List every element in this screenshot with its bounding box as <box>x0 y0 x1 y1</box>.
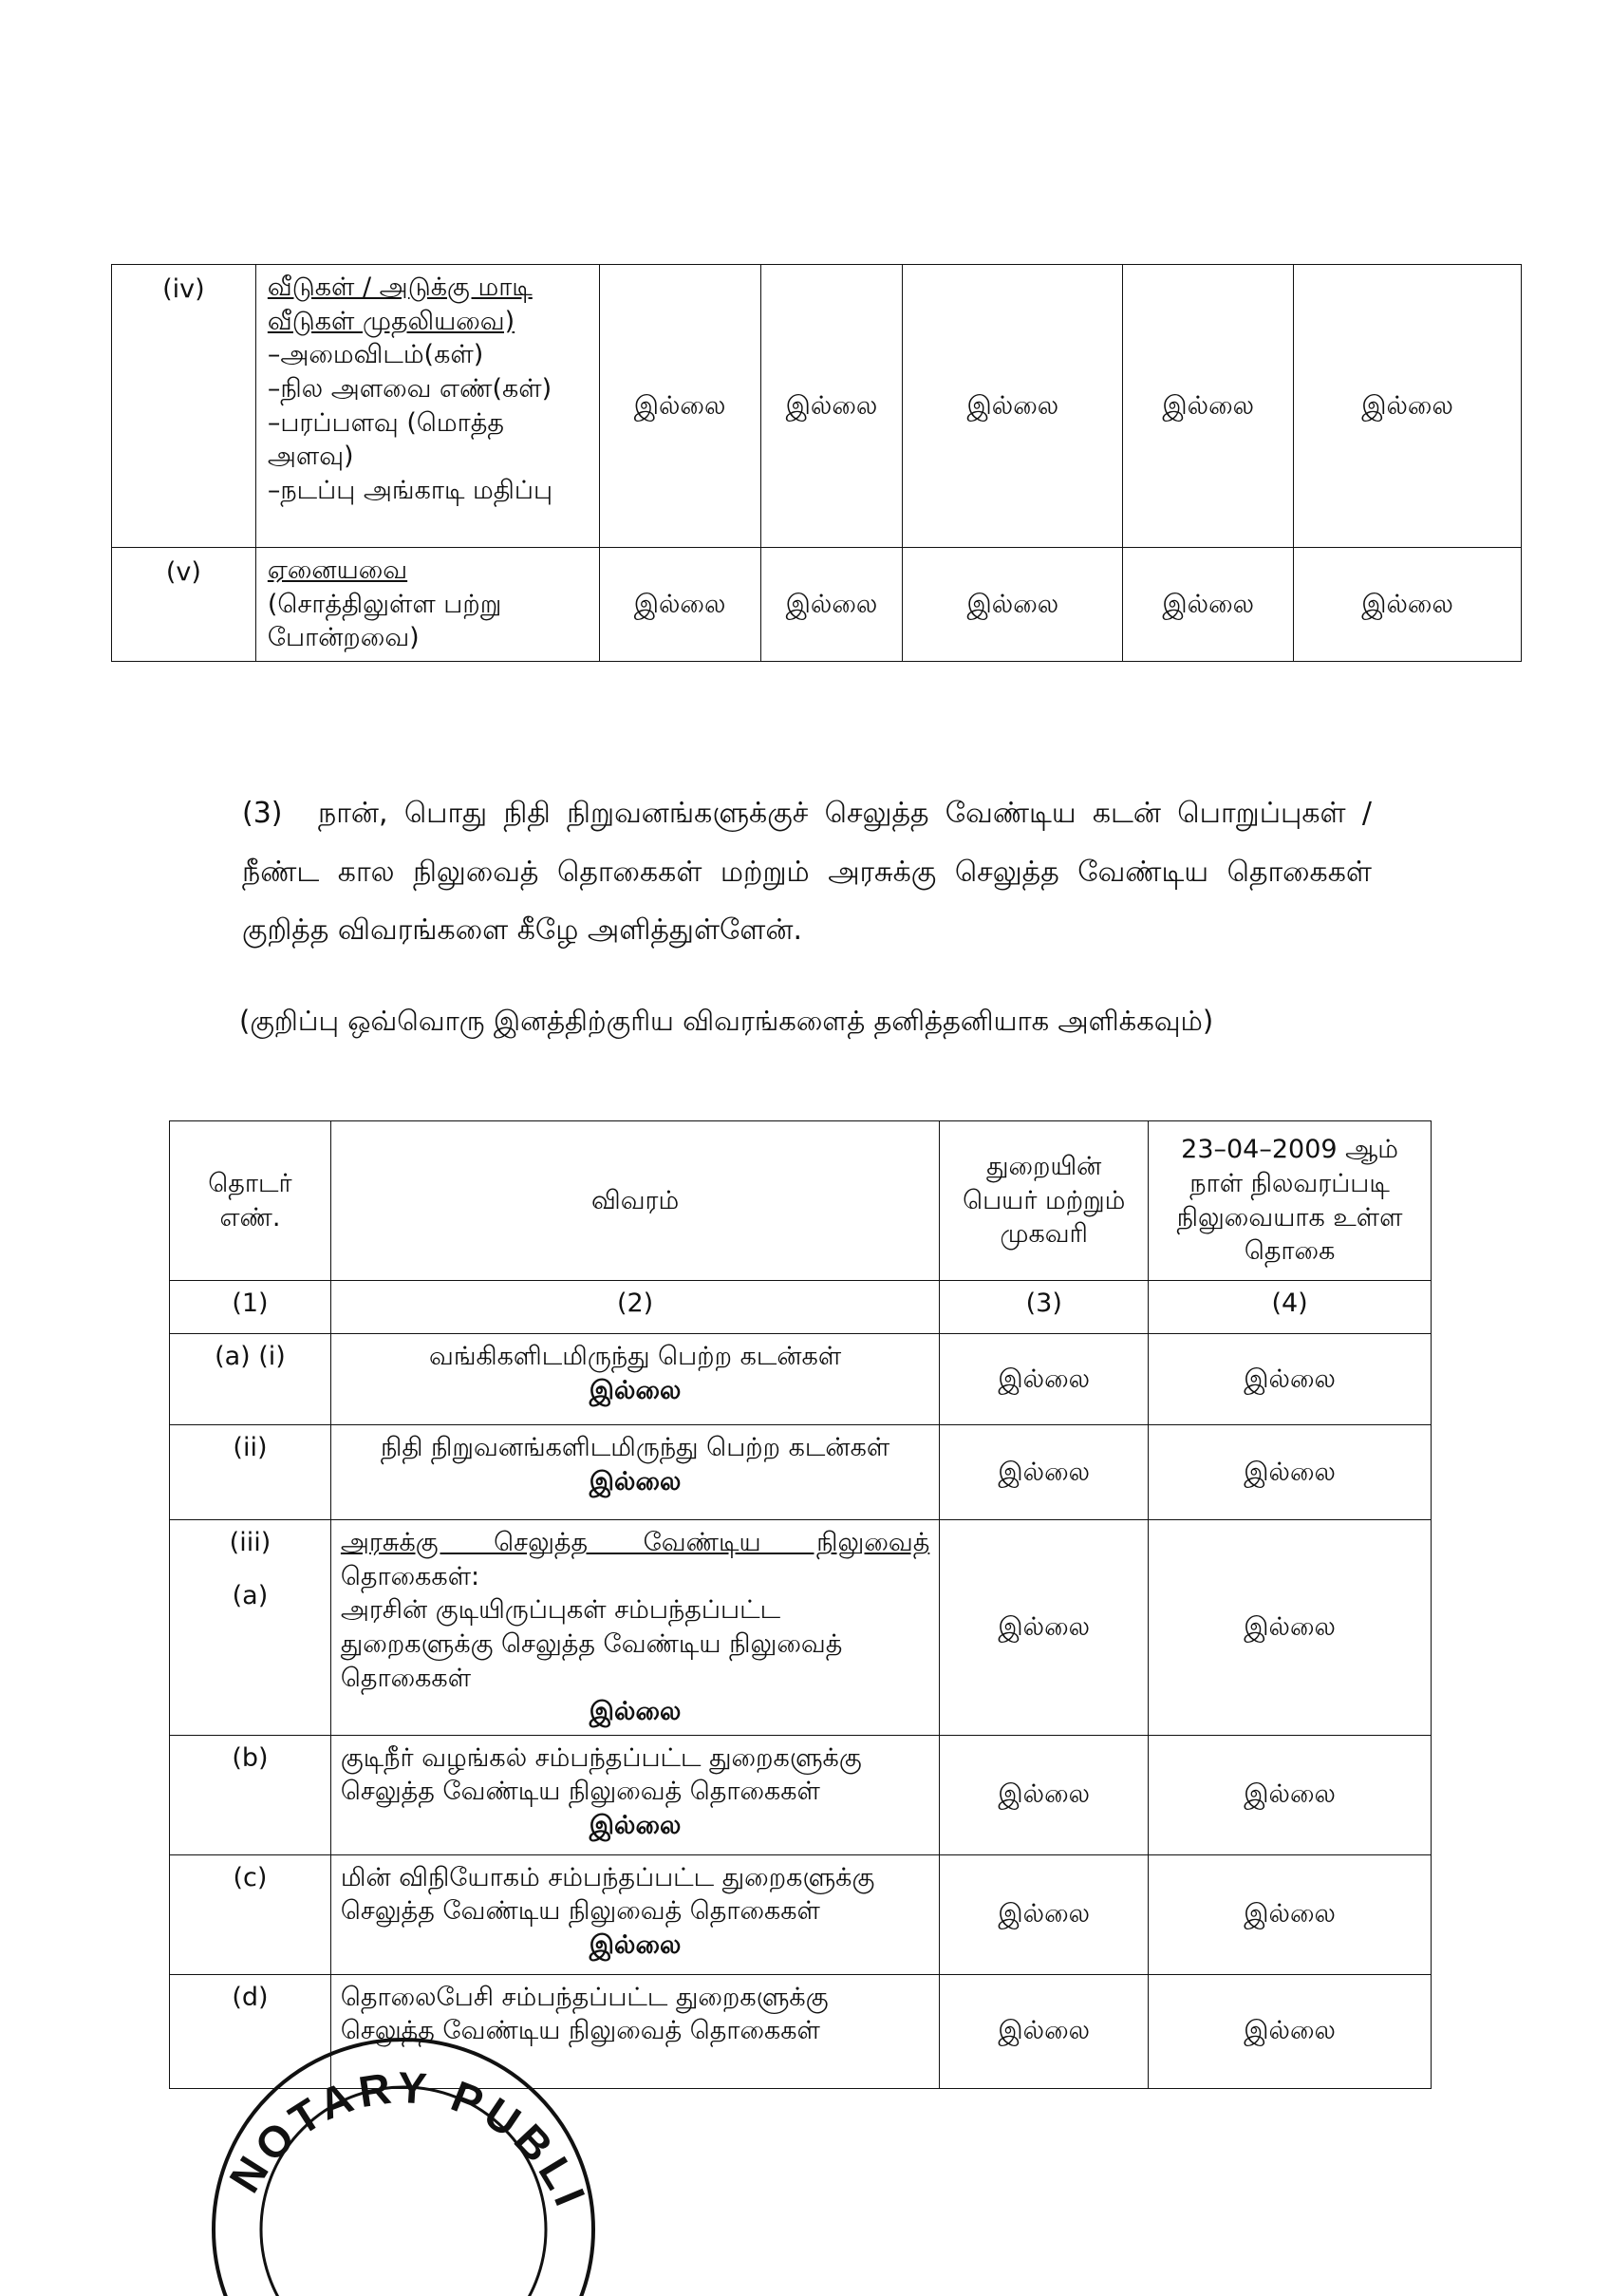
value-cell: இல்லை <box>760 265 903 548</box>
amount-cell: இல்லை <box>1149 1854 1432 1974</box>
row-number <box>170 1520 331 1736</box>
amount-cell: இல்லை <box>1149 1974 1432 2088</box>
table-row <box>112 548 1522 662</box>
description-text: வங்கிகளிடமிருந்து பெற்ற கடன்கள் <box>429 1342 842 1371</box>
column-number: (4) <box>1149 1281 1432 1334</box>
description-heading: அரசுக்கு செலுத்த வேண்டிய நிலுவைத் <box>340 1528 930 1557</box>
amount-cell: இல்லை <box>1149 1425 1432 1520</box>
description-text: குடிநீர் வழங்கல் சம்பந்தப்பட்ட துறைகளுக்கு செலுத்த வேண்டிய நிலுவைத் தொகைகள் <box>340 1742 862 1807</box>
row-number: (iv) <box>112 265 256 548</box>
description-line: –நடப்பு அங்காடி மதிப்பு <box>267 475 553 505</box>
description-sub: அரசின் குடியிருப்புகள் சம்பந்தப்பட்ட துறைகளுக்கு செலுத்த வேண்டிய நிலுவைத் தொகைகள் <box>340 1595 843 1693</box>
paragraph-text: நான், பொது நிதி நிறுவனங்களுக்குச் செலுத்த வேண்டிய கடன் பொறுப்புகள் / நீண்ட கால நிலுவைத் தொகைகள் மற்றும் அரசுக்கு செலுத்த வேண்டிய தொகைகள் குறித்த விவரங்களை கீழே அளித்துள்ளேன். <box>242 797 1372 947</box>
column-number-row <box>170 1281 1432 1334</box>
header-department: துறையின் பெயர் மற்றும் முகவரி <box>940 1121 1149 1281</box>
table-row <box>170 1854 1432 1974</box>
paragraph-number: (3) <box>242 797 283 830</box>
row-description <box>330 1425 939 1520</box>
column-number: (3) <box>940 1281 1149 1334</box>
department-cell: இல்லை <box>940 1735 1149 1854</box>
row-description <box>255 548 599 662</box>
description-text: நிதி நிறுவனங்களிடமிருந்து பெற்ற கடன்கள் <box>380 1433 890 1462</box>
amount-cell: இல்லை <box>1149 1334 1432 1425</box>
description-heading: ஏனையவை <box>267 555 408 585</box>
amount-cell: இல்லை <box>1149 1735 1432 1854</box>
svg-text:NOTARY PUBLIC: NOTARY PUBLIC <box>185 1971 598 2218</box>
description-text: தொகைகள்: <box>340 1561 480 1591</box>
row-number: (b) <box>170 1735 331 1854</box>
row-description <box>330 1334 939 1425</box>
assets-table <box>111 264 1522 662</box>
department-cell: இல்லை <box>940 1974 1149 2088</box>
table-header-row <box>170 1121 1432 1281</box>
header-amount: 23–04–2009 ஆம் நாள் நிலவரப்படி நிலுவையாக உள்ள தொகை <box>1149 1121 1432 1281</box>
value-cell: இல்லை <box>760 548 903 662</box>
header-serial: தொடர் எண். <box>170 1121 331 1281</box>
value-cell: இல்லை <box>903 265 1123 548</box>
description-line: –நில அளவை எண்(கள்) <box>267 373 552 404</box>
declaration-paragraph <box>242 784 1372 960</box>
column-number: (2) <box>330 1281 939 1334</box>
note-text: (குறிப்பு ஒவ்வொரு இனத்திற்குரிய விவரங்களைத் தனித்தனியாக அளிக்கவும்) <box>239 1005 1214 1037</box>
status-text: இல்லை <box>589 1697 682 1727</box>
row-number-sub: (a) <box>232 1580 269 1610</box>
row-number: (ii) <box>170 1425 331 1520</box>
row-number: (c) <box>170 1854 331 1974</box>
description-line: –அமைவிடம்(கள்) <box>267 340 484 370</box>
value-cell: இல்லை <box>1294 265 1522 548</box>
status-text: இல்லை <box>589 1811 682 1840</box>
value-cell: இல்லை <box>599 548 760 662</box>
description-text: மின் விநியோகம் சம்பந்தப்பட்ட துறைகளுக்கு செலுத்த வேண்டிய நிலுவைத் தொகைகள் <box>340 1862 875 1927</box>
liabilities-table <box>169 1120 1432 2089</box>
status-text: இல்லை <box>589 1930 682 1960</box>
table-row <box>112 265 1522 548</box>
table-row <box>170 1520 1432 1736</box>
status-text: இல்லை <box>589 1466 682 1496</box>
table-row <box>170 1334 1432 1425</box>
description-text: தொலைபேசி சம்பந்தப்பட்ட துறைகளுக்கு செலுத்த வேண்டிய நிலுவைத் தொகைகள் <box>340 1982 829 2046</box>
row-number: (v) <box>112 548 256 662</box>
table-row <box>170 1735 1432 1854</box>
value-cell: இல்லை <box>599 265 760 548</box>
column-number: (1) <box>170 1281 331 1334</box>
value-cell: இல்லை <box>1123 265 1294 548</box>
row-number: (d) <box>170 1974 331 2088</box>
description-heading: வீடுகள் / அடுக்கு மாடி வீடுகள் முதலியவை) <box>267 273 533 336</box>
row-description <box>330 1520 939 1736</box>
table-row <box>170 1425 1432 1520</box>
status-text: இல்லை <box>589 1375 682 1405</box>
department-cell: இல்லை <box>940 1425 1149 1520</box>
row-number-main: (iii) <box>229 1528 271 1557</box>
row-number: (a) (i) <box>170 1334 331 1425</box>
department-cell: இல்லை <box>940 1334 1149 1425</box>
value-cell: இல்லை <box>1294 548 1522 662</box>
row-description <box>255 265 599 548</box>
row-description <box>330 1735 939 1854</box>
value-cell: இல்லை <box>1123 548 1294 662</box>
row-description <box>330 1854 939 1974</box>
description-line: –பரப்பளவு (மொத்த அளவு) <box>267 407 504 472</box>
department-cell: இல்லை <box>940 1520 1149 1736</box>
amount-cell: இல்லை <box>1149 1520 1432 1736</box>
header-details: விவரம் <box>330 1121 939 1281</box>
department-cell: இல்லை <box>940 1854 1149 1974</box>
description-line: (சொத்திலுள்ள பற்று போன்றவை) <box>267 589 502 653</box>
value-cell: இல்லை <box>903 548 1123 662</box>
